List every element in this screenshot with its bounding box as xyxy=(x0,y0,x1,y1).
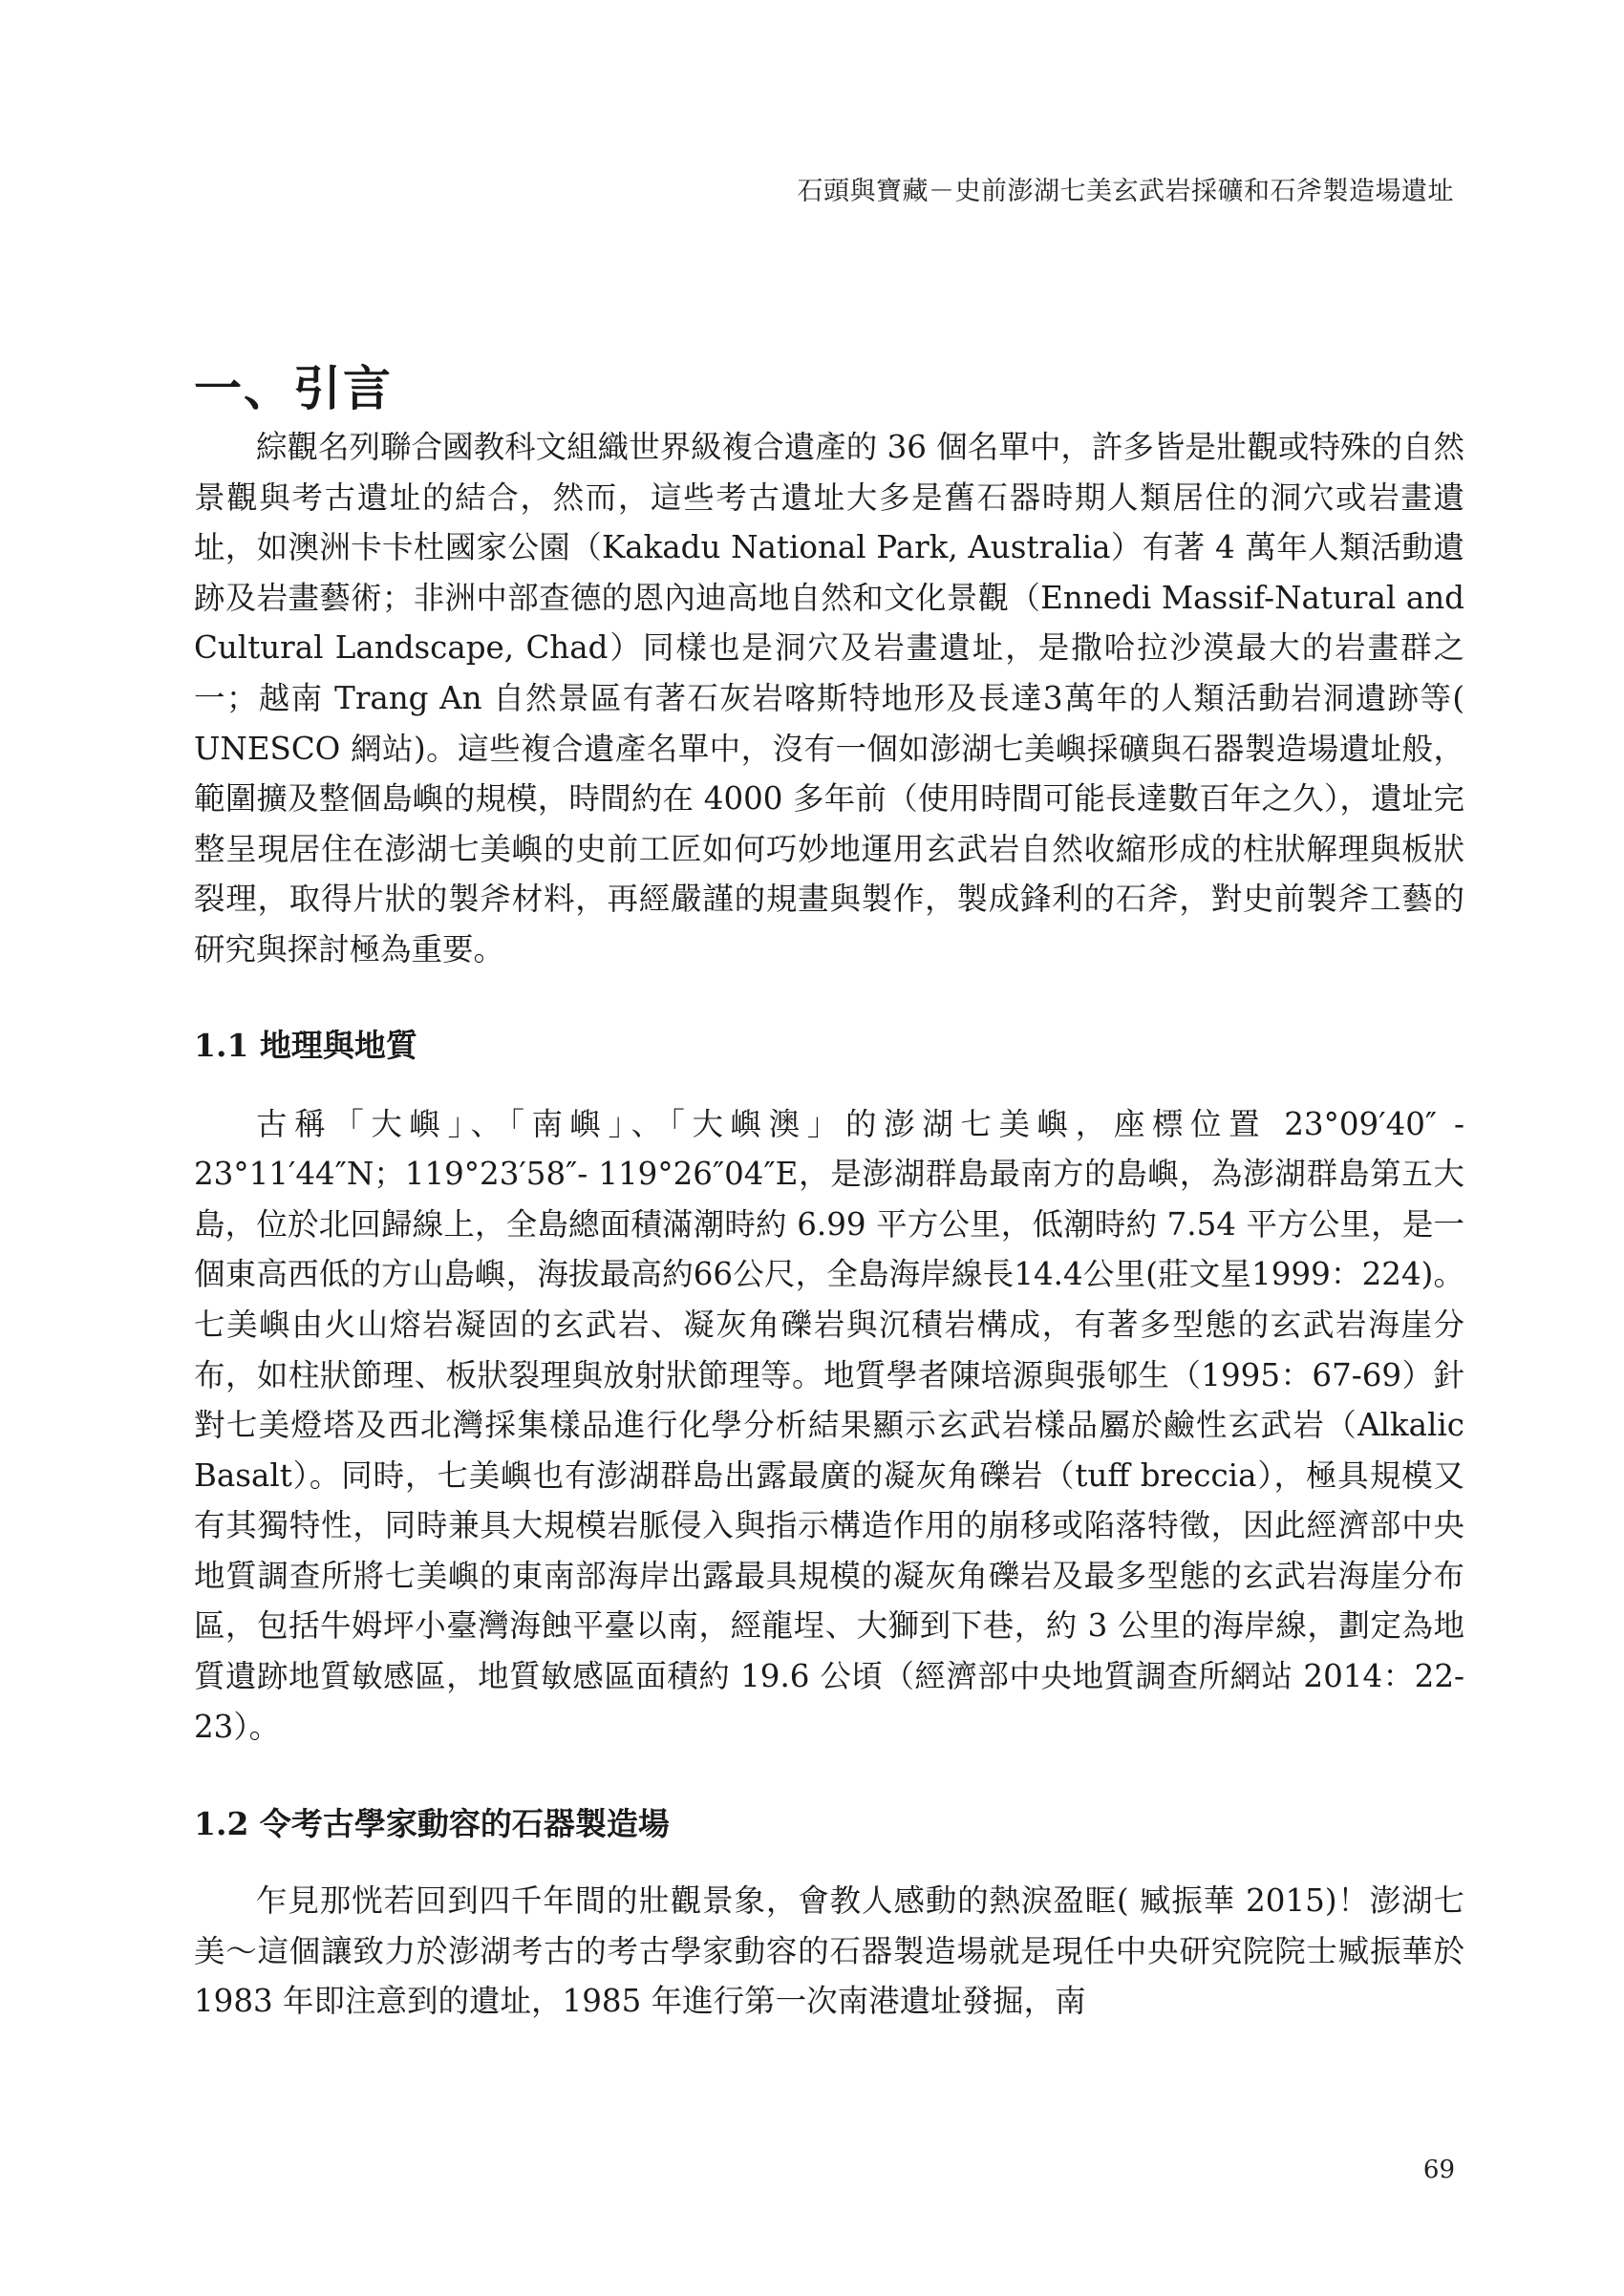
chapter-title: 一、引言 xyxy=(194,361,393,416)
geography-paragraph: 古稱「大嶼」、「南嶼」、「大嶼澳」的澎湖七美嶼，座標位置 23°09′40″ - 23°11′44″N；119°23′58″- 119°26″04″E，是澎湖群島最南方的島嶼，為澎湖群島第五大島，位於北回歸線上，全島總面積滿潮時約 6.99 平方公里，低潮時約 7.54 平方公里，是一個東高西低的方山島嶼，海拔最高約66公尺，全島海岸線長14.4公里(莊文星1999：224)。七美嶼由火山熔岩凝固的玄武岩、凝灰角礫岩與沉積岩構成，有著多型態的玄武岩海崖分布，如柱狀節理、板狀裂理與放射狀節理等。地質學者陳培源與張郇生（1995：67-69）針對七美燈塔及西北灣採集樣品進行化學分析結果顯示玄武岩樣品屬於鹼性玄武岩（Alkalic Basalt）。同時，七美嶼也有澎湖群島出露最廣的凝灰角礫岩（tuff breccia），極具規模又有其獨特性，同時兼具大規模岩脈侵入與指示構造作用的崩移或陷落特徵，因此經濟部中央地質調查所將七美嶼的東南部海岸出露最具規模的凝灰角礫岩及最多型態的玄武岩海崖分布區，包括牛姆坪小臺灣海蝕平臺以南，經龍埕、大獅到下巷，約 3 公里的海岸線，劃定為地質遺跡地質敏感區，地質敏感區面積約 19.6 公頃（經濟部中央地質調查所網站 2014：22-23）。 xyxy=(194,1105,1464,1745)
running-header: 石頭與寶藏－史前澎湖七美玄武岩採礦和石斧製造場遺址 xyxy=(797,177,1454,206)
intro-paragraph: 綜觀名列聯合國教科文組織世界級複合遺產的 36 個名單中，許多皆是壯觀或特殊的自然景觀與考古遺址的結合，然而，這些考古遺址大多是舊石器時期人類居住的洞穴或岩畫遺址，如澳洲卡卡杜國家公園（Kakadu National Park, Australia）有著 4 萬年人類活動遺跡及岩畫藝術；非洲中部查德的恩內迪高地自然和文化景觀（Ennedi Massif-Natural and Cultural Landscape, Chad）同樣也是洞穴及岩畫遺址，是撒哈拉沙漠最大的岩畫群之一；越南 Trang An 自然景區有著石灰岩喀斯特地形及長達3萬年的人類活動岩洞遺跡等( UNESCO 網站)。這些複合遺產名單中，沒有一個如澎湖七美嶼採礦與石器製造場遺址般，範圍擴及整個島嶼的規模，時間約在 4000 多年前（使用時間可能長達數百年之久），遺址完整呈現居住在澎湖七美嶼的史前工匠如何巧妙地運用玄武岩自然收縮形成的柱狀解理與板狀裂理，取得片狀的製斧材料，再經嚴謹的規畫與製作，製成鋒利的石斧，對史前製斧工藝的研究與探討極為重要。 xyxy=(194,429,1464,967)
workshop-paragraph: 乍見那恍若回到四千年間的壯觀景象，會教人感動的熱淚盈眶( 臧振華 2015)！澎湖七美～這個讓致力於澎湖考古的考古學家動容的石器製造場就是現任中央研究院院士臧振華於 1983 年即注意到的遺址，1985 年進行第一次南港遺址發掘，南 xyxy=(194,1882,1464,2020)
page-body xyxy=(194,355,1464,2027)
section-heading-workshop: 1.2 令考古學家動容的石器製造場 xyxy=(194,1805,670,1843)
page-number: 69 xyxy=(1422,2156,1455,2184)
section-heading-geography: 1.1 地理與地質 xyxy=(194,1026,417,1064)
